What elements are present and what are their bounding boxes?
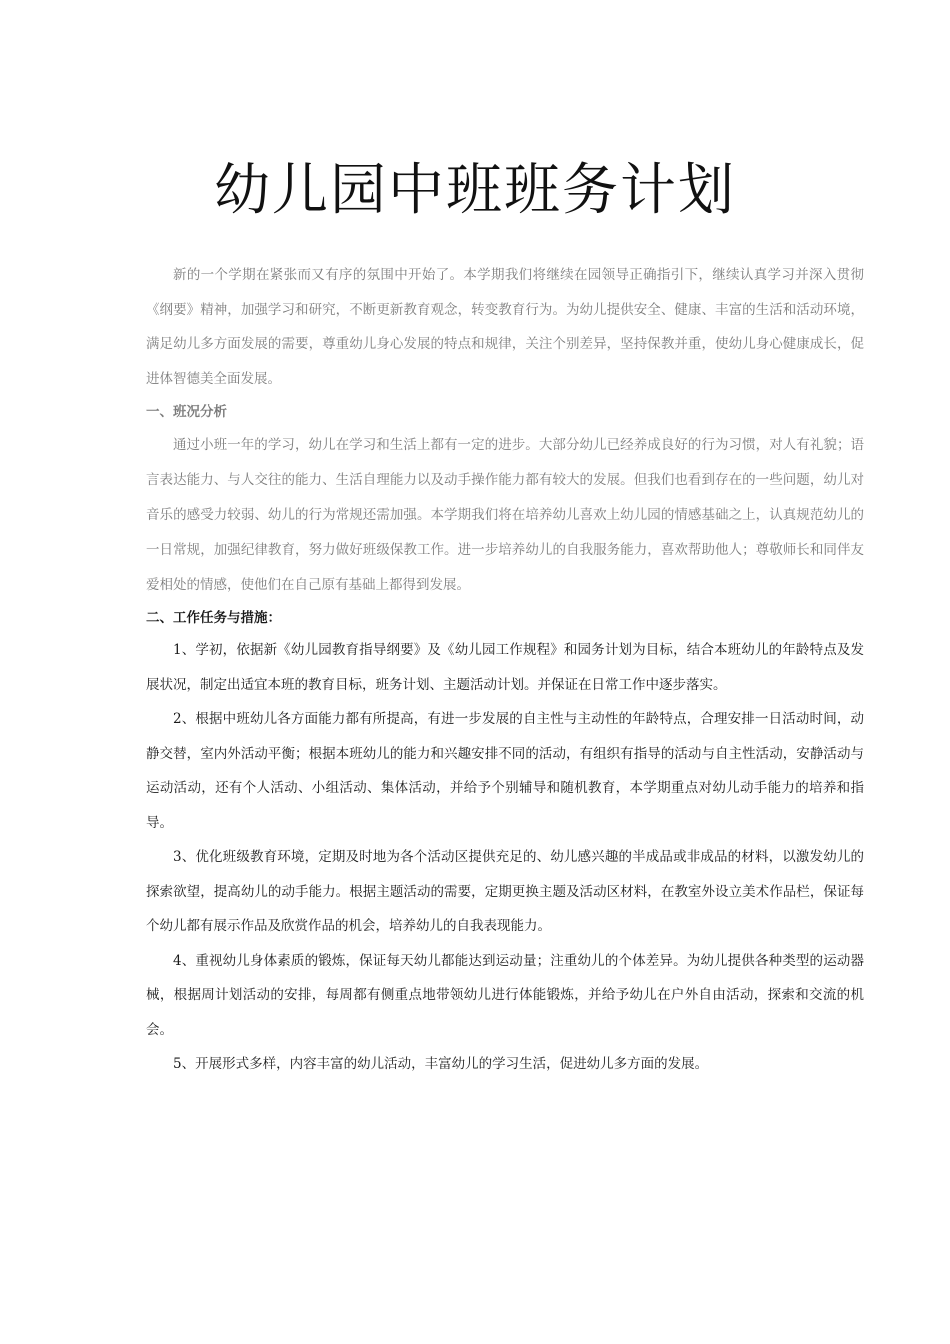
task-item: 5、开展形式多样，内容丰富的幼儿活动，丰富幼儿的学习生活，促进幼儿多方面的发展。 — [173, 1056, 709, 1072]
section-heading-class-analysis: 一、班况分析 — [146, 404, 227, 420]
document-body — [146, 258, 864, 1082]
intro-paragraph: 新的一个学期在紧张而又有序的氛围中开始了。本学期我们将继续在园领导正确指引下，继续认真学习并深入贯彻《纲要》精神，加强学习和研究，不断更新教育观念，转变教育行为。为幼儿提供安全、健康、丰富的生活和活动环境，满足幼儿多方面发展的需要，尊重幼儿身心发展的特点和规律，关注个别差异，坚持保教并重，使幼儿身心健康成长，促进体智德美全面发展。 — [146, 267, 864, 387]
task-item: 3、优化班级教育环境，定期及时地为各个活动区提供充足的、幼儿感兴趣的半成品或非成品的材料，以激发幼儿的探索欲望，提高幼儿的动手能力。根据主题活动的需要，定期更换主题及活动区材料，在教室外设立美术作品栏，保证每个幼儿都有展示作品及欣赏作品的机会，培养幼儿的自我表现能力。 — [146, 849, 864, 934]
task-item: 4、重视幼儿身体素质的锻炼，保证每天幼儿都能达到运动量；注重幼儿的个体差异。为幼儿提供各种类型的运动器械，根据周计划活动的安排，每周都有侧重点地带领幼儿进行体能锻炼，并给予幼儿在户外自由活动，探索和交流的机会。 — [146, 952, 864, 1038]
section-heading-tasks: 二、工作任务与措施： — [146, 610, 281, 626]
class-analysis-paragraph: 通过小班一年的学习，幼儿在学习和生活上都有一定的进步。大部分幼儿已经养成良好的行为习惯，对人有礼貌；语言表达能力、与人交往的能力、生活自理能力以及动手操作能力都有较大的发展。但我们也看到存在的一些问题，幼儿对音乐的感受力较弱、幼儿的行为常规还需加强。本学期我们将在培养幼儿喜欢上幼儿园的情感基础之上，认真规范幼儿的一日常规，加强纪律教育，努力做好班级保教工作。进一步培养幼儿的自我服务能力，喜欢帮助他人；尊敬师长和同伴友爱相处的情感，使他们在自己原有基础上都得到发展。 — [146, 437, 864, 593]
task-item: 2、根据中班幼儿各方面能力都有所提高，有进一步发展的自主性与主动性的年龄特点，合理安排一日活动时间，动静交替，室内外活动平衡；根据本班幼儿的能力和兴趣安排不同的活动，有组织有指导的活动与自主性活动，安静活动与运动活动，还有个人活动、小组活动、集体活动，并给予个别辅导和随机教育，本学期重点对幼儿动手能力的培养和指导。 — [146, 711, 864, 831]
task-item: 1、学初，依据新《幼儿园教育指导纲要》及《幼儿园工作规程》和园务计划为目标，结合本班幼儿的年龄特点及发展状况，制定出适宜本班的教育目标，班务计划、主题活动计划。并保证在日常工作中逐步落实。 — [146, 642, 864, 693]
document-title: 幼儿园中班班务计划 — [214, 158, 736, 223]
